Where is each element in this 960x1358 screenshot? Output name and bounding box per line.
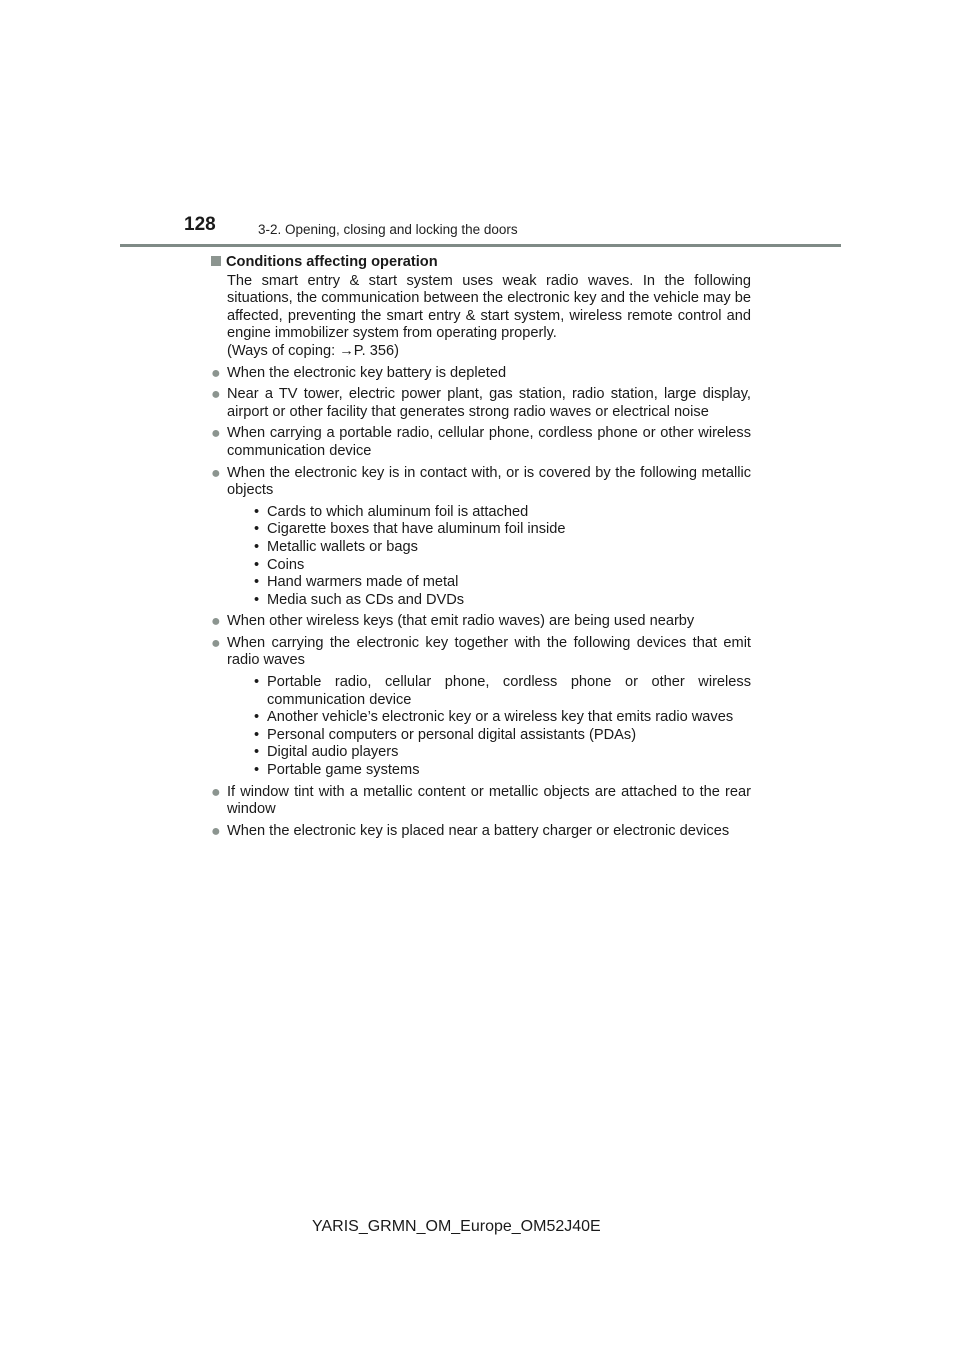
sub-item: • Digital audio players	[254, 744, 399, 761]
sub-item: • Personal computers or personal digital assistants (PDAs)	[254, 726, 637, 743]
bullet-item	[211, 784, 751, 819]
heading-text: Conditions affecting operation	[226, 254, 438, 270]
section-title: 3-2. Opening, closing and locking the doors	[258, 222, 518, 237]
bullet-text: When the electronic key is placed near a battery charger or electronic devices	[227, 822, 730, 839]
content	[211, 254, 751, 840]
sub-item: • Media such as CDs and DVDs	[254, 591, 465, 608]
sub-item: • Cigarette boxes that have aluminum foil inside	[254, 521, 566, 538]
page-number: 128	[184, 214, 216, 235]
sub-item: • Cards to which aluminum foil is attached	[254, 503, 529, 520]
sub-item: • Another vehicle’s electronic key or a wireless key that emits radio waves	[254, 709, 734, 726]
intro	[227, 273, 751, 361]
sub-item: • Portable radio, cellular phone, cordless phone or other wireless communication device	[254, 674, 751, 708]
bullet-item	[211, 635, 751, 780]
sub-list	[254, 674, 751, 780]
bullet-item	[211, 365, 751, 383]
bullet-text: When other wireless keys (that emit radio waves) are being used nearby	[227, 613, 695, 630]
circle-bullet-icon: ●	[211, 822, 221, 840]
circle-bullet-icon: ●	[211, 364, 221, 382]
circle-bullet-icon: ●	[211, 634, 221, 652]
bullet-item	[211, 386, 751, 421]
bullet-item	[211, 823, 751, 841]
header-rule	[120, 244, 841, 247]
circle-bullet-icon: ●	[211, 783, 221, 801]
bullet-text: When the electronic key battery is depleted	[227, 364, 507, 381]
sub-item: • Hand warmers made of metal	[254, 574, 459, 591]
footer-code: YARIS_GRMN_OM_Europe_OM52J40E	[312, 1218, 601, 1235]
section-heading	[211, 254, 751, 272]
bullet-list	[211, 365, 751, 841]
sub-item: • Coins	[254, 556, 305, 573]
bullet-item	[211, 425, 751, 460]
sub-list	[254, 504, 751, 610]
square-bullet-icon	[211, 256, 221, 266]
intro-reference: (Ways of coping: →P. 356)	[227, 342, 399, 359]
bullet-text: When carrying a portable radio, cellular phone, cordless phone or other wireless communication device	[227, 425, 751, 459]
bullet-item	[211, 465, 751, 610]
intro-paragraph: The smart entry & start system uses weak radio waves. In the following situations, the communication between the electronic key and the vehicle may be affected, preventing the smart entry & start system, wireless remote control and engine immobilizer system from operating properly.	[227, 272, 751, 342]
bullet-text: Near a TV tower, electric power plant, gas station, radio station, large display, airport or other facility that generates strong radio waves or electrical noise	[227, 386, 751, 420]
sub-item: • Metallic wallets or bags	[254, 538, 418, 555]
bullet-text: When the electronic key is in contact with, or is covered by the following metallic objects	[227, 464, 751, 499]
sub-item: • Portable game systems	[254, 762, 420, 779]
bullet-text: If window tint with a metallic content or metallic objects are attached to the rear window	[227, 783, 751, 818]
circle-bullet-icon: ●	[211, 425, 221, 443]
circle-bullet-icon: ●	[211, 386, 221, 404]
circle-bullet-icon: ●	[211, 613, 221, 631]
bullet-text: When carrying the electronic key together with the following devices that emit radio waves	[227, 634, 751, 669]
bullet-item	[211, 613, 751, 631]
circle-bullet-icon: ●	[211, 464, 221, 482]
